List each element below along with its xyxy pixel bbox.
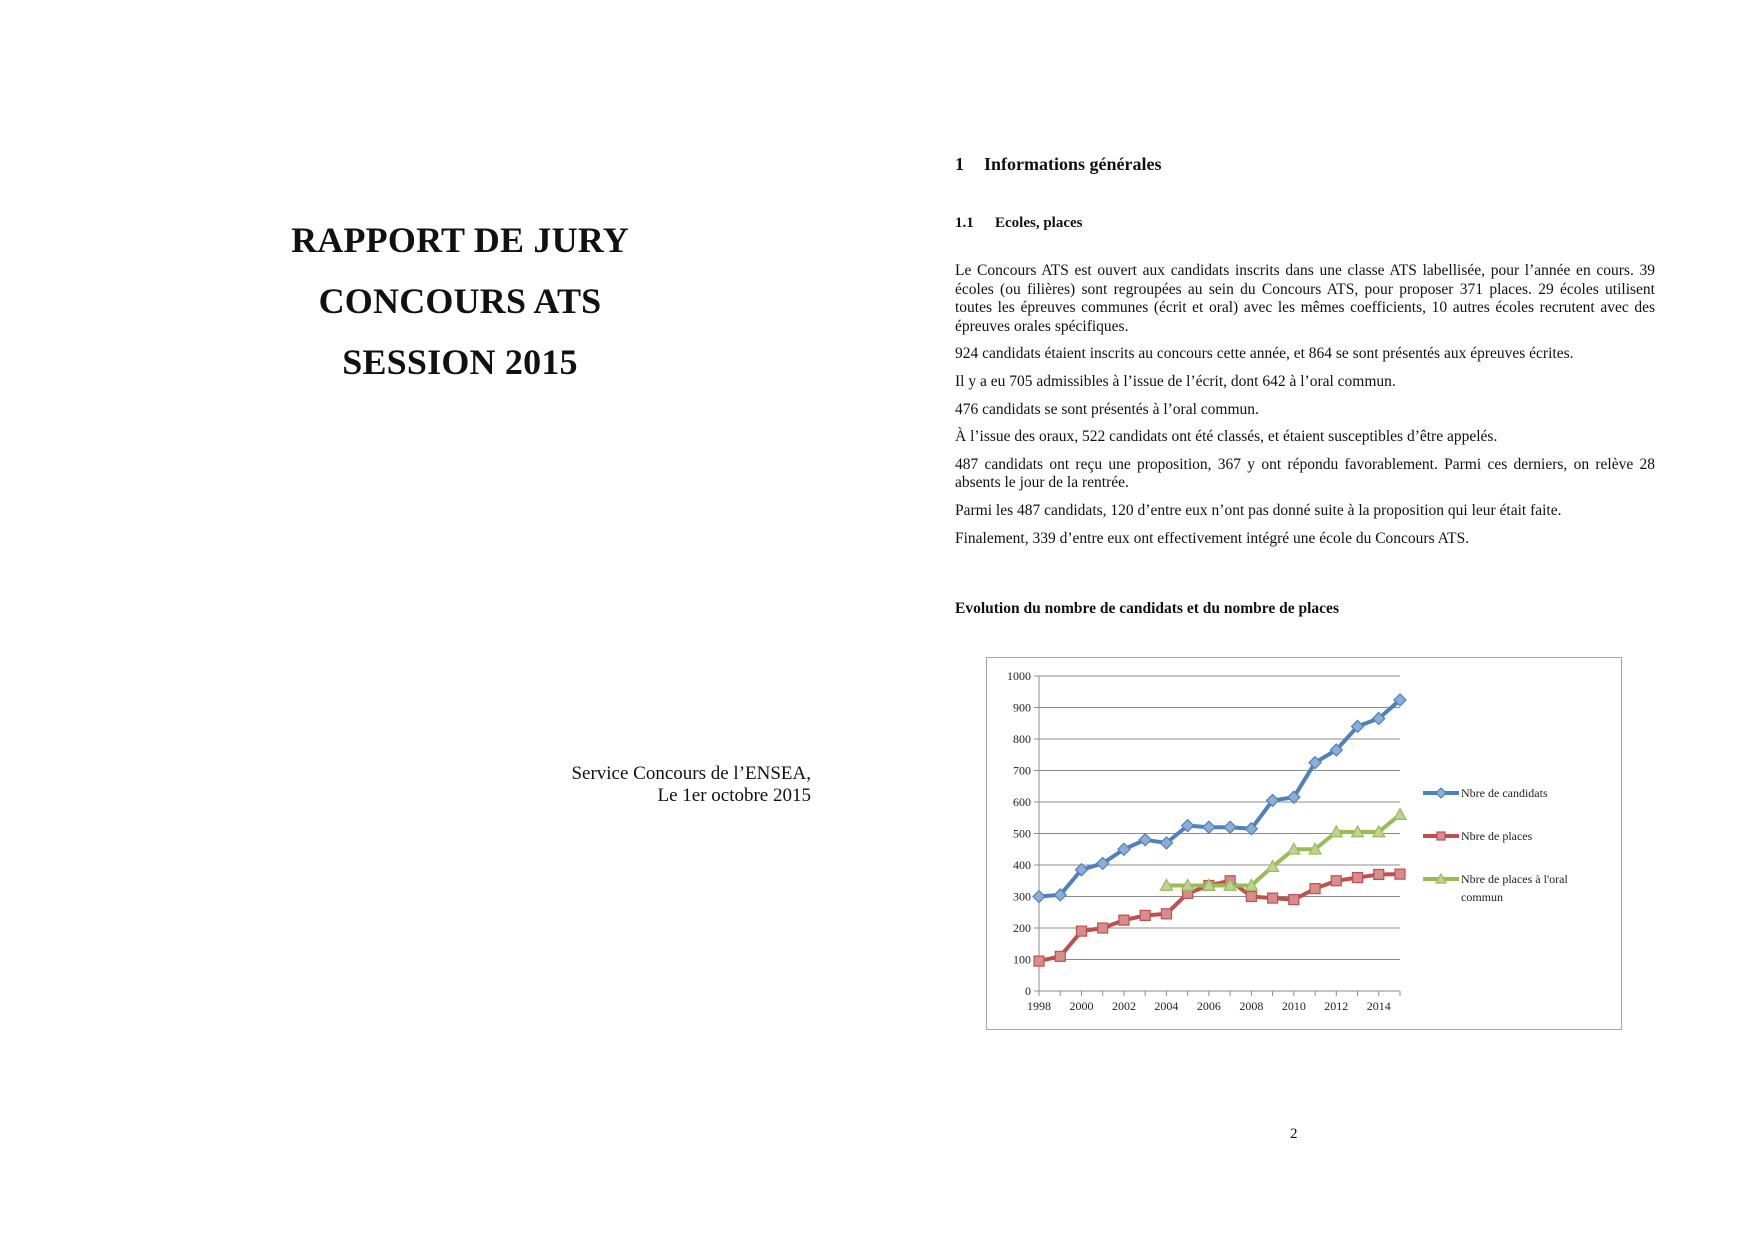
- legend-marker: [1436, 788, 1446, 798]
- paragraph: Parmi les 487 candidats, 120 d’entre eux n’ont pas donné suite à la proposition qui leur était faite.: [955, 501, 1562, 519]
- data-point: [1119, 915, 1129, 925]
- right-column: [955, 150, 1655, 618]
- paragraph: 924 candidats étaient inscrits au concours cette année, et 864 se sont présentés aux épreuves écrites.: [955, 345, 1574, 363]
- x-tick-label: 2000: [1069, 999, 1094, 1013]
- y-tick-label: 700: [1013, 763, 1031, 778]
- report-title-line-2: CONCOURS ATS: [318, 281, 602, 321]
- data-point: [1055, 951, 1065, 961]
- x-tick-label: 2004: [1154, 999, 1179, 1013]
- service-signature: [571, 763, 811, 807]
- data-point: [1076, 926, 1086, 936]
- y-tick-label: 400: [1013, 858, 1031, 872]
- data-point: [1224, 821, 1236, 833]
- body-text: [955, 262, 1655, 548]
- legend-label: Nbre de places à l'oral: [1461, 872, 1568, 886]
- x-tick-label: 2012: [1324, 999, 1349, 1013]
- x-tick-label: 2006: [1196, 999, 1221, 1013]
- report-title-block: [230, 210, 690, 393]
- page-number: 2: [1290, 1126, 1298, 1142]
- section-title: Informations générales: [984, 154, 1162, 174]
- legend-label: Nbre de places: [1461, 829, 1533, 843]
- service-date: Le 1er octobre 2015: [657, 785, 811, 806]
- section-heading: [955, 154, 1655, 175]
- y-tick-label: 800: [1013, 732, 1031, 746]
- data-point: [1374, 869, 1384, 879]
- data-point: [1140, 910, 1150, 920]
- chart-heading: Evolution du nombre de candidats et du nombre de places: [955, 600, 1339, 618]
- service-name: Service Concours de l’ENSEA,: [571, 763, 811, 784]
- chart-series: [1033, 694, 1406, 966]
- data-point: [1310, 884, 1320, 894]
- data-point: [1268, 893, 1278, 903]
- paragraph: 487 candidats ont reçu une proposition, 367 y ont répondu favorablement. Parmi ces derniers, on relève 28 absents le jour de la rentrée.: [955, 455, 1655, 492]
- x-tick-label: 1998: [1027, 999, 1051, 1013]
- data-point: [1246, 892, 1256, 902]
- chart-axes: [1007, 669, 1400, 1013]
- y-tick-label: 200: [1013, 921, 1031, 935]
- y-tick-label: 500: [1013, 826, 1031, 841]
- y-tick-label: 600: [1013, 795, 1031, 809]
- section-number: 1: [955, 154, 964, 174]
- data-point: [1161, 909, 1171, 919]
- data-point: [1203, 821, 1215, 833]
- y-tick-label: 900: [1013, 700, 1031, 715]
- paragraph: À l’issue des oraux, 522 candidats ont été classés, et étaient susceptibles d’être appelés.: [955, 428, 1498, 446]
- x-tick-label: 2002: [1111, 999, 1136, 1013]
- y-tick-label: 0: [1025, 984, 1031, 998]
- report-title-line-1: RAPPORT DE JURY: [291, 220, 629, 260]
- data-point: [1331, 876, 1341, 886]
- subsection-title: Ecoles, places: [995, 215, 1083, 231]
- report-title-line-3: SESSION 2015: [342, 342, 578, 382]
- paragraph: Le Concours ATS est ouvert aux candidats inscrits dans une classe ATS labellisée, pour l’année en cours. 39 écoles (ou filières) sont regroupées au sein du Concours ATS, pour proposer 371 places. 29 écoles utilisent toutes les épreuves communes (écrit et oral) avec les mêmes coefficients, 10 autres écoles recrutent avec des épreuves orales spécifiques.: [955, 262, 1655, 335]
- line-chart: [986, 657, 1622, 1030]
- data-point: [1289, 895, 1299, 905]
- data-point: [1394, 809, 1406, 820]
- y-tick-label: 100: [1013, 952, 1031, 967]
- data-point: [1034, 956, 1044, 966]
- data-point: [1353, 873, 1363, 883]
- subsection-number: 1.1: [955, 215, 974, 231]
- paragraph: Il y a eu 705 admissibles à l’issue de l’écrit, dont 642 à l’oral commun.: [955, 372, 1396, 390]
- subsection-heading: [955, 215, 1655, 232]
- legend-label-continued: commun: [1461, 890, 1503, 904]
- data-point: [1033, 891, 1045, 903]
- data-point: [1139, 834, 1151, 846]
- data-point: [1395, 869, 1405, 879]
- legend-label: Nbre de candidats: [1461, 786, 1548, 800]
- data-point: [1098, 923, 1108, 933]
- chart-canvas: [987, 658, 1621, 1029]
- paragraph: 476 candidats se sont présentés à l’oral commun.: [955, 400, 1259, 418]
- paragraph: Finalement, 339 d’entre eux ont effectivement intégré une école du Concours ATS.: [955, 529, 1470, 547]
- legend-marker: [1437, 832, 1445, 840]
- x-tick-label: 2008: [1239, 999, 1264, 1013]
- chart-gridlines: [1039, 676, 1400, 960]
- chart-legend: [1423, 786, 1568, 904]
- x-tick-label: 2010: [1281, 999, 1306, 1013]
- x-tick-label: 2014: [1366, 999, 1391, 1013]
- series-line: [1039, 700, 1400, 897]
- y-tick-label: 300: [1013, 889, 1031, 904]
- y-tick-label: 1000: [1007, 669, 1031, 683]
